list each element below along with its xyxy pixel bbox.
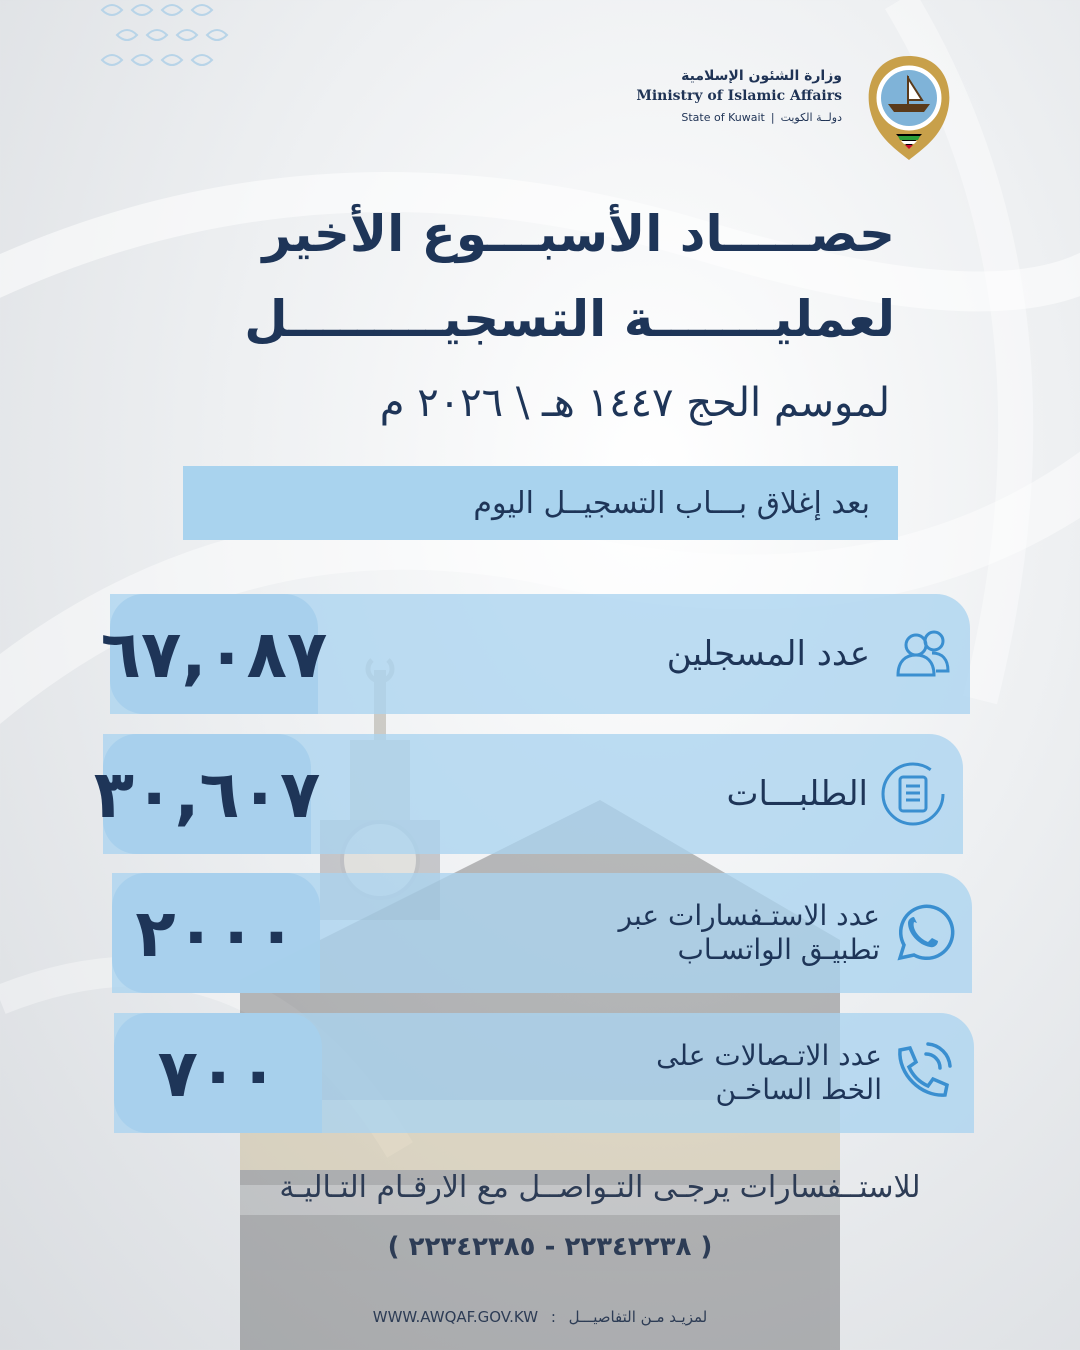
main-title-line1: حصـــــاد الأسبـــوع الأخير (262, 205, 895, 263)
footer (0, 1308, 1080, 1326)
state-name-arabic: دولــة الكويت (780, 111, 842, 124)
stat-registered (100, 594, 970, 714)
decorative-pattern (92, 0, 232, 75)
stat-hotline-value: ٧٠٠ (114, 1013, 322, 1133)
main-title-line3: لموسم الحج ١٤٤٧ هـ \ ٢٠٢٦ م (379, 380, 890, 426)
stat-hotline-label-line1: عدد الاتـصالات على (656, 1039, 882, 1072)
stat-hotline-label-line2: الخط الساخـن (715, 1073, 882, 1106)
stat-whatsapp-label (619, 873, 880, 993)
ministry-name-english: Ministry of Islamic Affairs (636, 88, 842, 104)
kuwait-emblem-icon (858, 52, 960, 164)
contact-phone-numbers: ( ٢٢٣٤٢٢٣٨ - ٢٢٣٤٢٣٨٥ ) (387, 1232, 713, 1262)
main-title-line2: لعمليـــــــة التسجيـــــــــل (244, 290, 895, 348)
website-link[interactable]: WWW.AWQAF.GOV.KW (372, 1308, 539, 1326)
stat-whatsapp-label-line2: تطبيـق الواتسـاب (677, 933, 880, 966)
stat-applications-value: ٣٠,٦٠٧ (103, 734, 311, 854)
state-separator: | (770, 111, 775, 124)
stat-registered-label: عدد المسجلين (666, 634, 870, 674)
stat-hotline (114, 1013, 974, 1133)
footer-details-text: لمزيـد مـن التفاصيـــل (568, 1308, 708, 1326)
stat-whatsapp-label-line1: عدد الاستـفسارات عبر (618, 899, 880, 932)
state-line (636, 111, 842, 124)
contact-prompt: للاستــفسارات يرجـى التـواصــل مع الارقـام التـاليـة (279, 1170, 921, 1205)
ministry-name-arabic: وزارة الشئون الإسلامية (681, 68, 842, 84)
stat-applications-label: الطلبـــات (726, 774, 868, 814)
stat-registered-value: ٦٧,٠٨٧ (110, 594, 318, 714)
stat-applications (93, 734, 963, 854)
closing-banner (183, 466, 898, 540)
whatsapp-icon (888, 898, 958, 968)
phone-icon (886, 1038, 956, 1108)
stat-whatsapp-value: ٢٠٠٠ (112, 873, 320, 993)
stat-hotline-label (656, 1013, 882, 1133)
state-name-english: State of Kuwait (681, 111, 765, 124)
ministry-header (636, 68, 842, 124)
stat-whatsapp (112, 873, 972, 993)
closing-banner-text: بعد إغلاق بـــاب التسجيــل اليوم (473, 485, 870, 521)
footer-separator: : (550, 1308, 556, 1326)
users-icon (888, 619, 958, 689)
document-list-icon (878, 759, 948, 829)
